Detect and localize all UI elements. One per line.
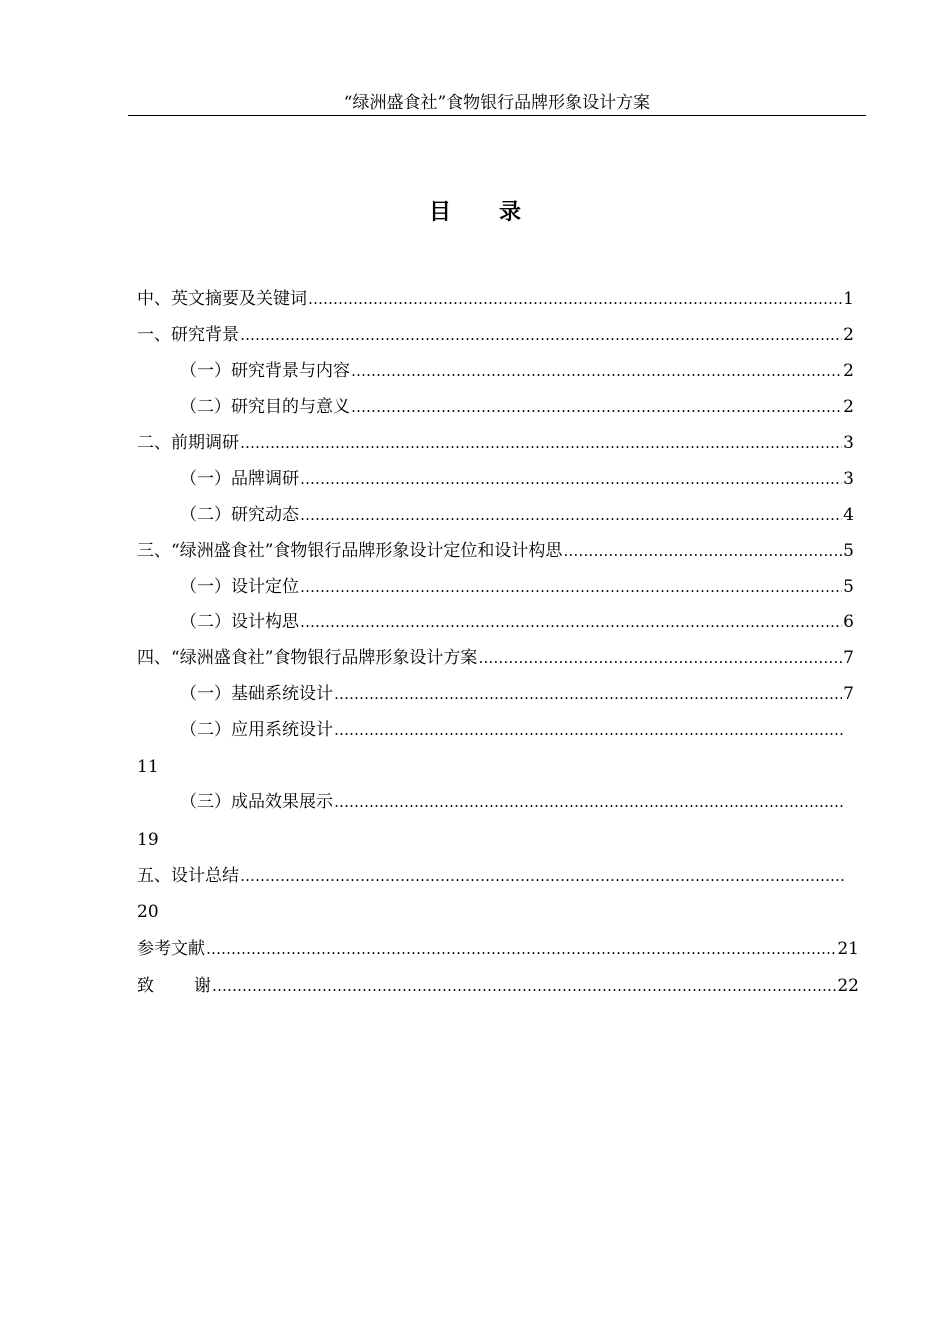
dot-leader	[563, 539, 842, 563]
toc-entry-page: 21	[837, 939, 859, 959]
toc-entry-page: 4	[843, 505, 854, 525]
toc-entry-page: 1	[843, 289, 854, 309]
toc-entry-label: 中、英文摘要及关键词	[137, 289, 307, 309]
toc-entry[interactable]	[137, 937, 859, 961]
toc-entry-page: 11	[137, 757, 159, 777]
toc-entry[interactable]	[137, 431, 854, 455]
toc-entry-page: 3	[843, 469, 854, 489]
toc-entry-label: 参考文献	[137, 939, 205, 959]
toc-entry[interactable]	[137, 864, 845, 888]
toc-entry-label: （二）应用系统设计	[180, 720, 333, 740]
dot-leader	[300, 575, 842, 599]
toc-entry[interactable]	[180, 359, 854, 383]
toc-entry-label	[137, 974, 211, 998]
toc-title-right: 录	[499, 200, 522, 225]
toc-title-left: 目	[428, 200, 451, 225]
toc-entry[interactable]	[180, 575, 854, 599]
dot-leader	[212, 974, 836, 998]
dot-leader	[206, 937, 836, 961]
toc-entry[interactable]	[137, 287, 854, 311]
dot-leader	[300, 610, 842, 634]
toc-entry-page: 2	[843, 325, 854, 345]
toc-entry-label: 三、“绿洲盛食社”食物银行品牌形象设计定位和设计构思	[137, 541, 563, 561]
dot-leader	[334, 682, 842, 706]
toc-entry-label-left: 致	[137, 976, 154, 996]
dot-leader	[300, 467, 842, 491]
running-header-title: “绿洲盛食社”食物银行品牌形象设计方案	[343, 93, 651, 113]
dot-leader	[334, 718, 844, 742]
dot-leader	[300, 503, 842, 527]
toc-entry[interactable]	[180, 610, 854, 634]
toc-entry-page: 20	[137, 902, 159, 922]
toc-entry-label: （二）设计构思	[180, 612, 299, 632]
toc-entry-label: （二）研究动态	[180, 505, 299, 525]
toc-entry-page: 7	[843, 648, 854, 668]
dot-leader	[308, 287, 842, 311]
dot-leader	[351, 359, 842, 383]
toc-entry[interactable]	[180, 682, 854, 706]
toc-entry[interactable]	[137, 323, 854, 347]
toc-entry-page: 19	[137, 830, 159, 850]
toc-entry[interactable]	[137, 539, 854, 563]
toc-entry[interactable]	[137, 974, 859, 998]
dot-leader	[351, 395, 842, 419]
toc-entry-page: 2	[843, 361, 854, 381]
toc-entry-page: 22	[837, 976, 859, 996]
toc-entry[interactable]	[180, 718, 845, 742]
toc-entry-page: 2	[843, 397, 854, 417]
dot-leader	[240, 431, 842, 455]
header-rule	[128, 115, 866, 116]
dot-leader	[240, 323, 842, 347]
toc-entry-label: （一）设计定位	[180, 577, 299, 597]
dot-leader	[334, 790, 844, 814]
dot-leader	[478, 646, 842, 670]
toc-entry[interactable]	[180, 395, 854, 419]
toc-entry-page: 7	[843, 684, 854, 704]
toc-entry-page: 5	[843, 577, 854, 597]
dot-leader	[240, 864, 844, 888]
toc-entry-label: （一）研究背景与内容	[180, 361, 350, 381]
toc-title	[0, 198, 950, 228]
toc-entry-label: 四、“绿洲盛食社”食物银行品牌形象设计方案	[137, 648, 478, 668]
toc-entry-label: （二）研究目的与意义	[180, 397, 350, 417]
toc-entry[interactable]	[180, 467, 854, 491]
toc-entry-page: 5	[843, 541, 854, 561]
toc-entry-label: （一）基础系统设计	[180, 684, 333, 704]
toc-entry[interactable]	[180, 503, 854, 527]
toc-entry-page: 6	[843, 612, 854, 632]
toc-entry[interactable]	[137, 646, 854, 670]
toc-entry-label: 二、前期调研	[137, 433, 239, 453]
toc-entry-label: 五、设计总结	[137, 866, 239, 886]
toc-entry-label: （三）成品效果展示	[180, 792, 333, 812]
toc-entry[interactable]	[180, 790, 845, 814]
toc-entry-label: 一、研究背景	[137, 325, 239, 345]
toc-entry-label: （一）品牌调研	[180, 469, 299, 489]
toc-entry-page: 3	[843, 433, 854, 453]
toc-entry-label-right: 谢	[194, 976, 211, 996]
